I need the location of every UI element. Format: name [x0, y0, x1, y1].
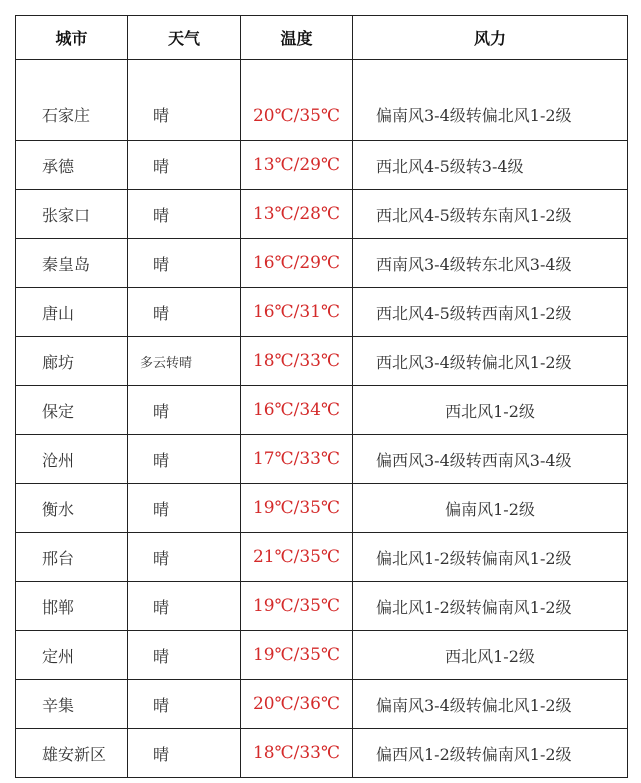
- temperature-cell: 20℃/36℃: [241, 680, 353, 729]
- city-cell: 邢台: [16, 533, 128, 582]
- wind-cell: 西北风4-5级转东南风1-2级: [353, 190, 628, 239]
- table-row: [16, 190, 628, 239]
- table-row: [16, 60, 628, 141]
- wind-cell: 西北风1-2级: [353, 631, 628, 680]
- city-cell: 衡水: [16, 484, 128, 533]
- weather-cell: 晴: [128, 582, 241, 631]
- weather-cell: 晴: [128, 680, 241, 729]
- table-row: [16, 680, 628, 729]
- weather-cell: 晴: [128, 533, 241, 582]
- weather-table-container: [15, 15, 628, 778]
- temperature-cell: 16℃/29℃: [241, 239, 353, 288]
- temperature-cell: 19℃/35℃: [241, 631, 353, 680]
- temperature-cell: 20℃/35℃: [241, 60, 353, 141]
- city-cell: 邯郸: [16, 582, 128, 631]
- temperature-cell: 13℃/29℃: [241, 141, 353, 190]
- city-cell: 定州: [16, 631, 128, 680]
- city-cell: 廊坊: [16, 337, 128, 386]
- temperature-cell: 19℃/35℃: [241, 582, 353, 631]
- temperature-cell: 18℃/33℃: [241, 729, 353, 778]
- header-weather: 天气: [128, 16, 241, 60]
- city-cell: 秦皇岛: [16, 239, 128, 288]
- weather-cell: 晴: [128, 484, 241, 533]
- table-row: [16, 484, 628, 533]
- table-header-row: [16, 16, 628, 60]
- weather-cell: 晴: [128, 60, 241, 141]
- city-cell: 张家口: [16, 190, 128, 239]
- wind-cell: 偏北风1-2级转偏南风1-2级: [353, 582, 628, 631]
- table-row: [16, 435, 628, 484]
- temperature-cell: 18℃/33℃: [241, 337, 353, 386]
- weather-cell: 晴: [128, 435, 241, 484]
- temperature-cell: 16℃/31℃: [241, 288, 353, 337]
- city-cell: 唐山: [16, 288, 128, 337]
- city-cell: 沧州: [16, 435, 128, 484]
- weather-cell: 晴: [128, 631, 241, 680]
- table-row: [16, 582, 628, 631]
- city-cell: 石家庄: [16, 60, 128, 141]
- table-row: [16, 386, 628, 435]
- weather-cell: 晴: [128, 239, 241, 288]
- city-cell: 保定: [16, 386, 128, 435]
- wind-cell: 西南风3-4级转东北风3-4级: [353, 239, 628, 288]
- temperature-cell: 21℃/35℃: [241, 533, 353, 582]
- wind-cell: 偏南风3-4级转偏北风1-2级: [353, 60, 628, 141]
- wind-cell: 偏南风1-2级: [353, 484, 628, 533]
- temperature-cell: 16℃/34℃: [241, 386, 353, 435]
- table-row: [16, 533, 628, 582]
- weather-cell: 晴: [128, 729, 241, 778]
- weather-cell: 晴: [128, 141, 241, 190]
- city-cell: 辛集: [16, 680, 128, 729]
- table-row: [16, 239, 628, 288]
- city-cell: 承德: [16, 141, 128, 190]
- wind-cell: 偏西风3-4级转西南风3-4级: [353, 435, 628, 484]
- table-row: [16, 288, 628, 337]
- weather-cell: 晴: [128, 190, 241, 239]
- table-row: [16, 729, 628, 778]
- wind-cell: 偏北风1-2级转偏南风1-2级: [353, 533, 628, 582]
- temperature-cell: 17℃/33℃: [241, 435, 353, 484]
- weather-cell: 晴: [128, 386, 241, 435]
- table-row: [16, 631, 628, 680]
- wind-cell: 西北风4-5级转3-4级: [353, 141, 628, 190]
- table-row: [16, 337, 628, 386]
- weather-cell: 晴: [128, 288, 241, 337]
- table-row: [16, 141, 628, 190]
- header-city: 城市: [16, 16, 128, 60]
- wind-cell: 偏西风1-2级转偏南风1-2级: [353, 729, 628, 778]
- temperature-cell: 19℃/35℃: [241, 484, 353, 533]
- city-cell: 雄安新区: [16, 729, 128, 778]
- wind-cell: 偏南风3-4级转偏北风1-2级: [353, 680, 628, 729]
- weather-forecast-table: [15, 15, 628, 778]
- wind-cell: 西北风3-4级转偏北风1-2级: [353, 337, 628, 386]
- header-temperature: 温度: [241, 16, 353, 60]
- header-wind: 风力: [353, 16, 628, 60]
- temperature-cell: 13℃/28℃: [241, 190, 353, 239]
- wind-cell: 西北风1-2级: [353, 386, 628, 435]
- weather-cell: 多云转晴: [128, 337, 241, 386]
- wind-cell: 西北风4-5级转西南风1-2级: [353, 288, 628, 337]
